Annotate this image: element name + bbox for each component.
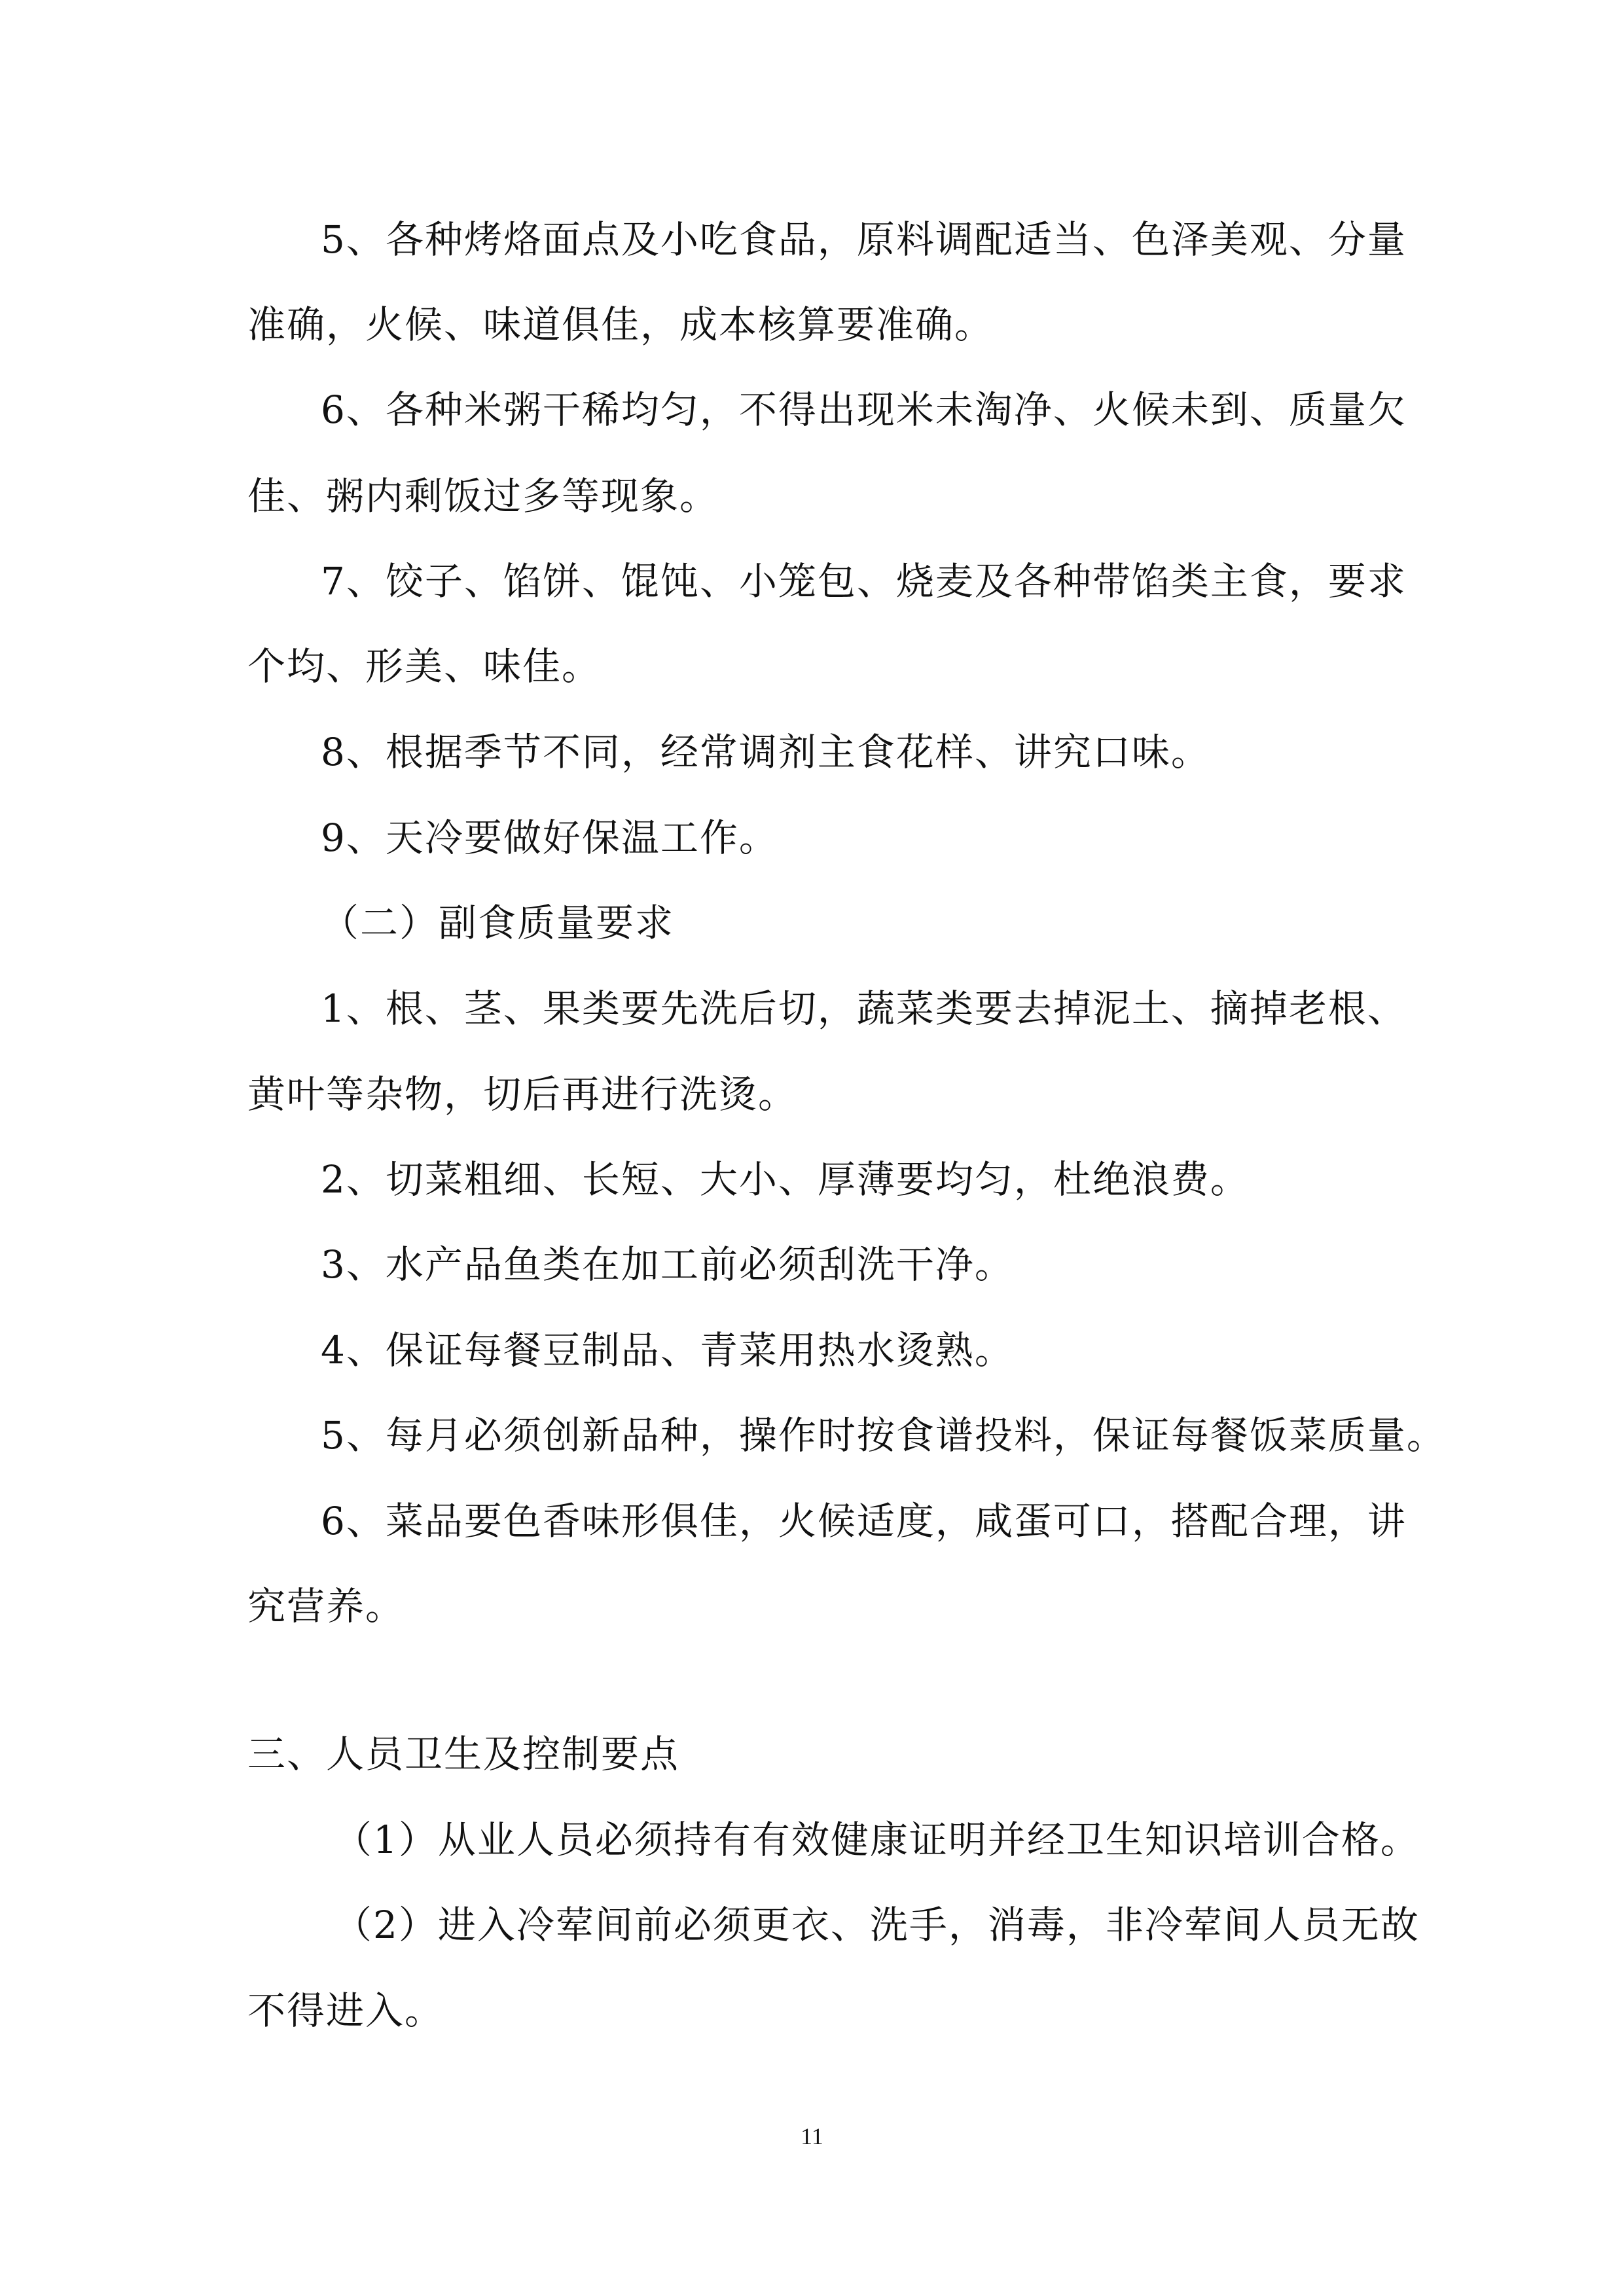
paragraph-line: 1、根、茎、果类要先洗后切，蔬菜类要去掉泥土、摘掉老根、 [321, 986, 1407, 1031]
paragraph-line: 黄叶等杂物，切后再进行洗烫。 [247, 1072, 798, 1117]
paragraph-line: 6、菜品要色香味形俱佳，火候适度，咸蛋可口，搭配合理，讲 [321, 1499, 1407, 1543]
paragraph-line: 8、根据季节不同，经常调剂主食花样、讲究口味。 [321, 730, 1210, 774]
paragraph-line: （2）进入冷荤间前必须更衣、洗手，消毒，非冷荤间人员无故 [334, 1903, 1420, 1947]
paragraph-line: 2、切菜粗细、长短、大小、厚薄要均匀，杜绝浪费。 [321, 1157, 1250, 1202]
paragraph-line: 佳、粥内剩饭过多等现象。 [247, 474, 719, 518]
paragraph-line: 7、饺子、馅饼、馄饨、小笼包、烧麦及各种带馅类主食，要求 [321, 559, 1407, 603]
paragraph-line: （1）从业人员必须持有有效健康证明并经卫生知识培训合格。 [334, 1818, 1420, 1862]
section-heading: 三、人员卫生及控制要点 [247, 1732, 680, 1776]
paragraph-line: 个均、形美、味佳。 [247, 644, 602, 689]
paragraph-line: 5、每月必须创新品种，操作时按食谱投料，保证每餐饭菜质量。 [321, 1413, 1446, 1458]
paragraph-line: 3、水产品鱼类在加工前必须刮洗干净。 [321, 1242, 1014, 1287]
paragraph-line: 4、保证每餐豆制品、青菜用热水烫熟。 [321, 1328, 1014, 1372]
paragraph-line: 9、天冷要做好保温工作。 [321, 816, 778, 860]
paragraph-line: 5、各种烤烙面点及小吃食品，原料调配适当、色泽美观、分量 [321, 217, 1407, 262]
page-number: 11 [801, 2123, 823, 2149]
paragraph-line: 究营养。 [247, 1584, 405, 1628]
paragraph-line: 不得进入。 [247, 1988, 444, 2033]
section-subheading: （二）副食质量要求 [321, 901, 675, 945]
paragraph-line: 6、各种米粥干稀均匀，不得出现米未淘净、火候未到、质量欠 [321, 387, 1407, 432]
paragraph-line: 准确，火候、味道俱佳，成本核算要准确。 [247, 302, 994, 347]
